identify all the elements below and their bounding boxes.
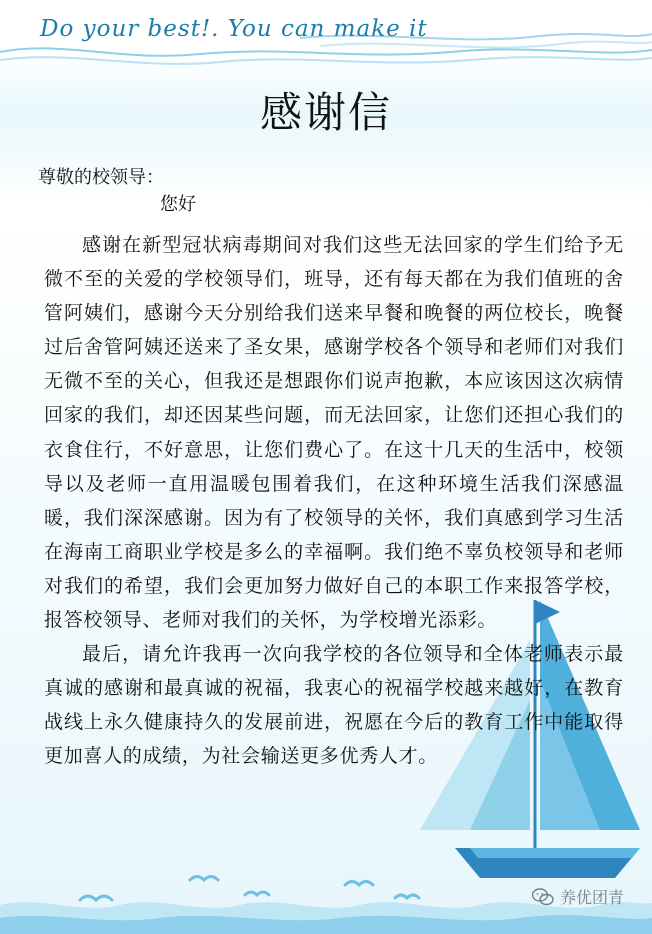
body-paragraph-1: 感谢在新型冠状病毒期间对我们这些无法回家的学生们给予无微不至的关爱的学校领导们，班导，还有每天都在为我们值班的舍管阿姨们，感谢今天分别给我们送来早餐和晚餐的两位校长，晚餐过后舍管阿姨还送来了圣女果，感谢学校各个领导和老师们对我们无微不至的关心，但我还是想跟你们说声抱歉，本应该因这次病情回家的我们，却还因某些问题，而无法回家，让您们还担心我们的衣食住行，不好意思，让您们费心了。在这十几天的生活中，校领导以及老师一直用温暖包围着我们，在这种环境生活我们深感温暖，我们深深感谢。因为有了校领导的关怀，我们真感到学习生活在海南工商职业学校是多么的幸福啊。我们绝不辜负校领导和老师对我们的希望，我们会更加努力做好自己的本职工作来报答学校，报答校领导、老师对我们的关怀，为学校增光添彩。 (44, 234, 624, 632)
letter-body (44, 228, 624, 774)
account-watermark (532, 885, 624, 908)
body-paragraph-2: 最后，请允许我再一次向我学校的各位领导和全体老师表示最真诚的感谢和最真诚的祝福，我衷心的祝福学校越来越好，在教育战线上永久健康持久的发展前进，祝愿在今后的教育工作中能取得更加喜人的成绩，为社会输送更多优秀人才。 (44, 643, 624, 768)
letter-title: 感谢信 (259, 88, 392, 137)
wechat-icon (532, 888, 554, 906)
salutation: 尊敬的校领导： (38, 167, 164, 188)
banner-slogan: Do your best!. You can make it (40, 16, 428, 42)
watermark-text: 养优团青 (559, 888, 624, 907)
greeting: 您好 (160, 194, 196, 215)
